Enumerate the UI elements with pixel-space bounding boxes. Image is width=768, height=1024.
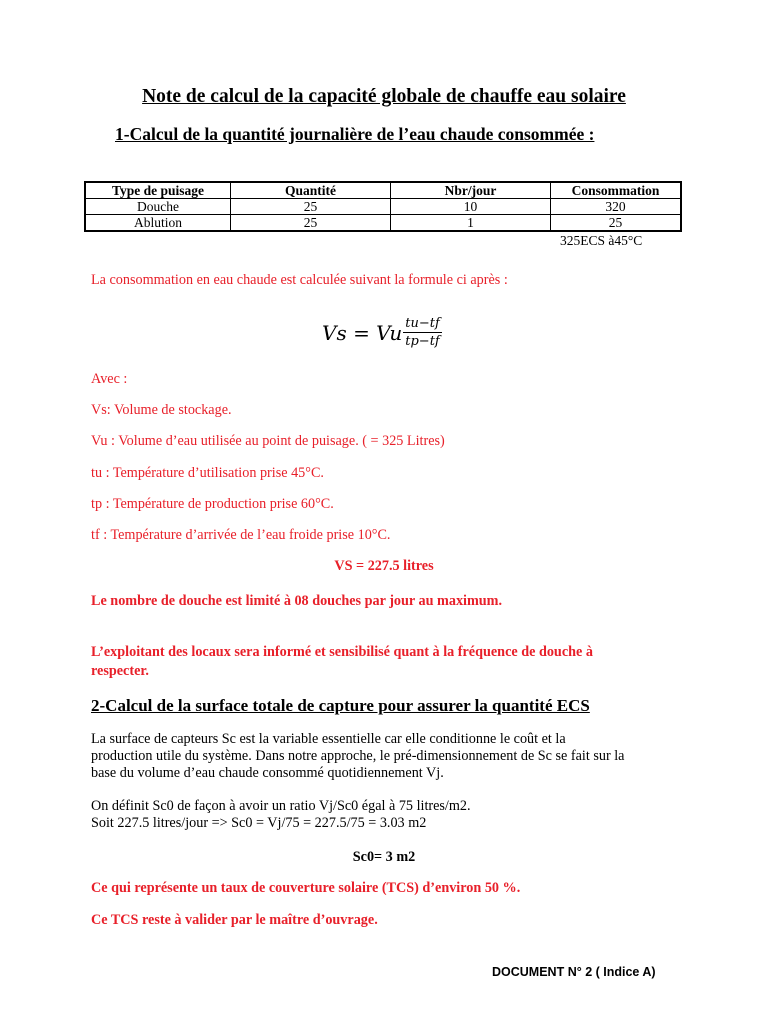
definition-vs: Vs: Volume de stockage. bbox=[91, 402, 232, 418]
table-row bbox=[85, 199, 681, 215]
table-cell: 25 bbox=[551, 215, 682, 232]
table-header-row bbox=[85, 182, 681, 199]
paragraph-line: Soit 227.5 litres/jour => Sc0 = Vj/75 = 227.5/75 = 3.03 m2 bbox=[91, 815, 427, 831]
definition-vu: Vu : Volume d’eau utilisée au point de puisage. ( = 325 Litres) bbox=[91, 433, 445, 449]
info-note-line1: L’exploitant des locaux sera informé et sensibilisé quant à la fréquence de douche à bbox=[91, 644, 593, 660]
section1-title: 1-Calcul de la quantité journalière de l’eau chaude consommée : bbox=[115, 124, 595, 144]
definition-tp: tp : Température de production prise 60°C. bbox=[91, 496, 334, 512]
sc0-result: Sc0= 3 m2 bbox=[352, 849, 416, 865]
header-per-day: Nbr/jour bbox=[391, 182, 551, 199]
table-cell: Ablution bbox=[85, 215, 231, 232]
tcs-validate-note: Ce TCS reste à valider par le maître d’ouvrage. bbox=[91, 912, 378, 928]
definition-tu: tu : Température d’utilisation prise 45°C. bbox=[91, 465, 324, 481]
paragraph-line: production utile du système. Dans notre approche, le pré-dimensionnement de Sc se fait sur la bbox=[91, 748, 625, 764]
header-consumption: Consommation bbox=[551, 182, 682, 199]
vs-formula bbox=[322, 316, 442, 349]
paragraph-line: base du volume d’eau chaude consommé quotidiennement Vj. bbox=[91, 765, 444, 781]
header-quantity: Quantité bbox=[231, 182, 391, 199]
table-row bbox=[85, 215, 681, 232]
formula-numerator: tu−tf bbox=[405, 316, 440, 331]
table-cell: 1 bbox=[391, 215, 551, 232]
definition-tf: tf : Température d’arrivée de l’eau froide prise 10°C. bbox=[91, 527, 391, 543]
paragraph-surface bbox=[91, 731, 711, 782]
formula-denominator: tp−tf bbox=[405, 334, 440, 349]
paragraph-line: On définit Sc0 de façon à avoir un ratio Vj/Sc0 égal à 75 litres/m2. bbox=[91, 798, 471, 814]
document-title: Note de calcul de la capacité globale de chauffe eau solaire bbox=[142, 86, 626, 107]
shower-limit-note: Le nombre de douche est limité à 08 douches par jour au maximum. bbox=[91, 593, 503, 609]
formula-fraction bbox=[403, 316, 442, 349]
tcs-note: Ce qui représente un taux de couverture solaire (TCS) d’environ 50 %. bbox=[91, 880, 521, 896]
formula-intro: La consommation en eau chaude est calculée suivant la formule ci après : bbox=[91, 272, 508, 288]
table-total-note: 325ECS à45°C bbox=[560, 233, 643, 248]
table-cell: Douche bbox=[85, 199, 231, 215]
paragraph-line: La surface de capteurs Sc est la variable essentielle car elle conditionne le coût et la bbox=[91, 731, 566, 747]
document-footer: DOCUMENT N° 2 ( Indice A) bbox=[492, 965, 656, 979]
info-note-line2: respecter. bbox=[91, 663, 149, 679]
paragraph-ratio bbox=[91, 798, 711, 832]
avec-label: Avec : bbox=[91, 371, 128, 387]
section2-title: 2-Calcul de la surface totale de capture pour assurer la quantité ECS bbox=[91, 696, 590, 715]
header-type: Type de puisage bbox=[85, 182, 231, 199]
vs-result: VS = 227.5 litres bbox=[334, 558, 434, 574]
table-cell: 10 bbox=[391, 199, 551, 215]
consumption-table bbox=[84, 181, 682, 232]
table-cell: 25 bbox=[231, 199, 391, 215]
table-cell: 25 bbox=[231, 215, 391, 232]
formula-lhs: Vs = Vu bbox=[322, 320, 403, 345]
table-cell: 320 bbox=[551, 199, 682, 215]
